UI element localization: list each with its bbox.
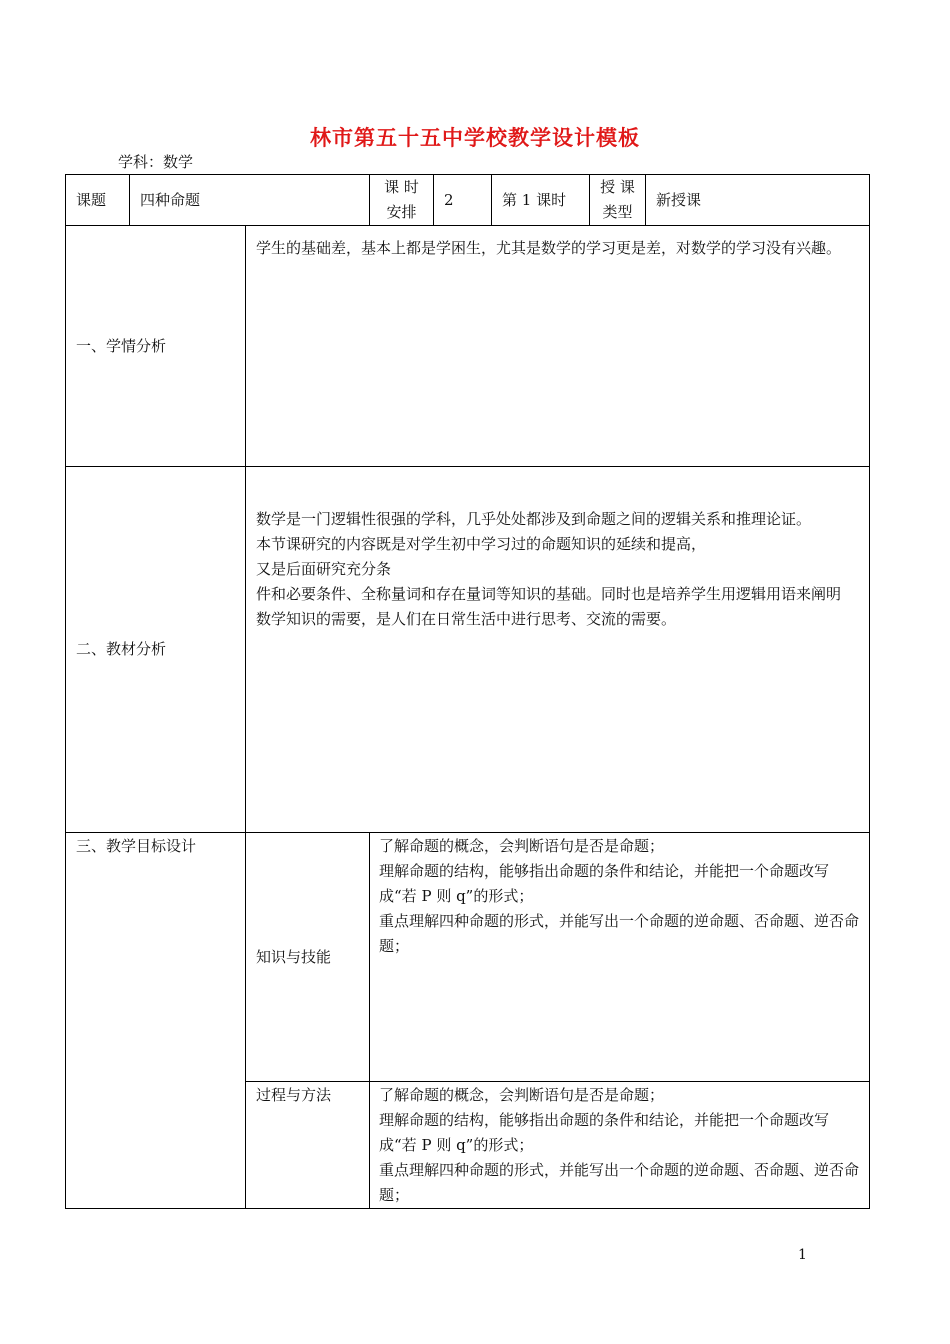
material-line: 本节课研究的内容既是对学生初中学习过的命题知识的延续和提高， <box>256 535 707 553</box>
hours-label-line2: 安排 <box>386 203 417 221</box>
material-analysis-content <box>246 467 870 833</box>
knowledge-line: 了解命题的概念，会判断语句是否是命题； <box>379 837 665 855</box>
student-analysis-content <box>246 226 870 467</box>
student-analysis-text: 学生的基础差，基本上都是学困生，尤其是数学的学习更是差，对数学的学习没有兴趣。 <box>256 239 842 257</box>
goals-knowledge-row <box>66 833 870 1082</box>
type-label-line1: 授 课 <box>600 178 635 196</box>
goals-label: 三、教学目标设计 <box>66 833 246 1209</box>
student-analysis-row <box>66 226 870 467</box>
student-analysis-label: 一、学情分析 <box>66 226 246 467</box>
hours-label <box>370 175 434 226</box>
knowledge-line: 重点理解四种命题的形式，并能写出一个命题的逆命题、否命题、逆否命题； <box>379 912 860 955</box>
hours-value: 2 <box>434 175 492 226</box>
lesson-plan-table <box>65 174 870 1209</box>
material-analysis-label: 二、教材分析 <box>66 467 246 833</box>
topic-label: 课题 <box>66 175 130 226</box>
type-value: 新授课 <box>646 175 870 226</box>
hours-label-line1: 课 时 <box>384 178 419 196</box>
knowledge-skills-content <box>370 833 870 1082</box>
material-line: 数学是一门逻辑性很强的学科，几乎处处都涉及到命题之间的逻辑关系和推理论证。 <box>256 510 812 528</box>
info-row <box>66 175 870 226</box>
material-line: 又是后面研究充分条 <box>256 560 392 578</box>
process-method-label: 过程与方法 <box>246 1082 370 1209</box>
page-number: 1 <box>798 1247 807 1263</box>
material-line: 件和必要条件、全称量词和存在量词等知识的基础。同时也是培养学生用逻辑用语来阐明 <box>256 585 842 603</box>
document-title: 林市第五十五中学校教学设计模板 <box>310 125 640 150</box>
subject-label: 学科：数学 <box>118 153 194 171</box>
type-label-line2: 类型 <box>602 203 633 221</box>
session-number: 第 1 课时 <box>492 175 590 226</box>
process-line: 理解命题的结构，能够指出命题的条件和结论，并能把一个命题改写成“若 P 则 q”的形式； <box>379 1111 830 1154</box>
process-line: 重点理解四种命题的形式，并能写出一个命题的逆命题、否命题、逆否命题； <box>379 1161 860 1204</box>
process-line: 了解命题的概念，会判断语句是否是命题； <box>379 1086 665 1104</box>
process-method-content <box>370 1082 870 1209</box>
topic-value: 四种命题 <box>130 175 370 226</box>
knowledge-line: 理解命题的结构，能够指出命题的条件和结论，并能把一个命题改写成“若 P 则 q”的形式； <box>379 862 830 905</box>
material-line: 数学知识的需要，是人们在日常生活中进行思考、交流的需要。 <box>256 610 677 628</box>
type-label <box>590 175 646 226</box>
material-analysis-row <box>66 467 870 833</box>
knowledge-skills-label: 知识与技能 <box>246 833 370 1082</box>
